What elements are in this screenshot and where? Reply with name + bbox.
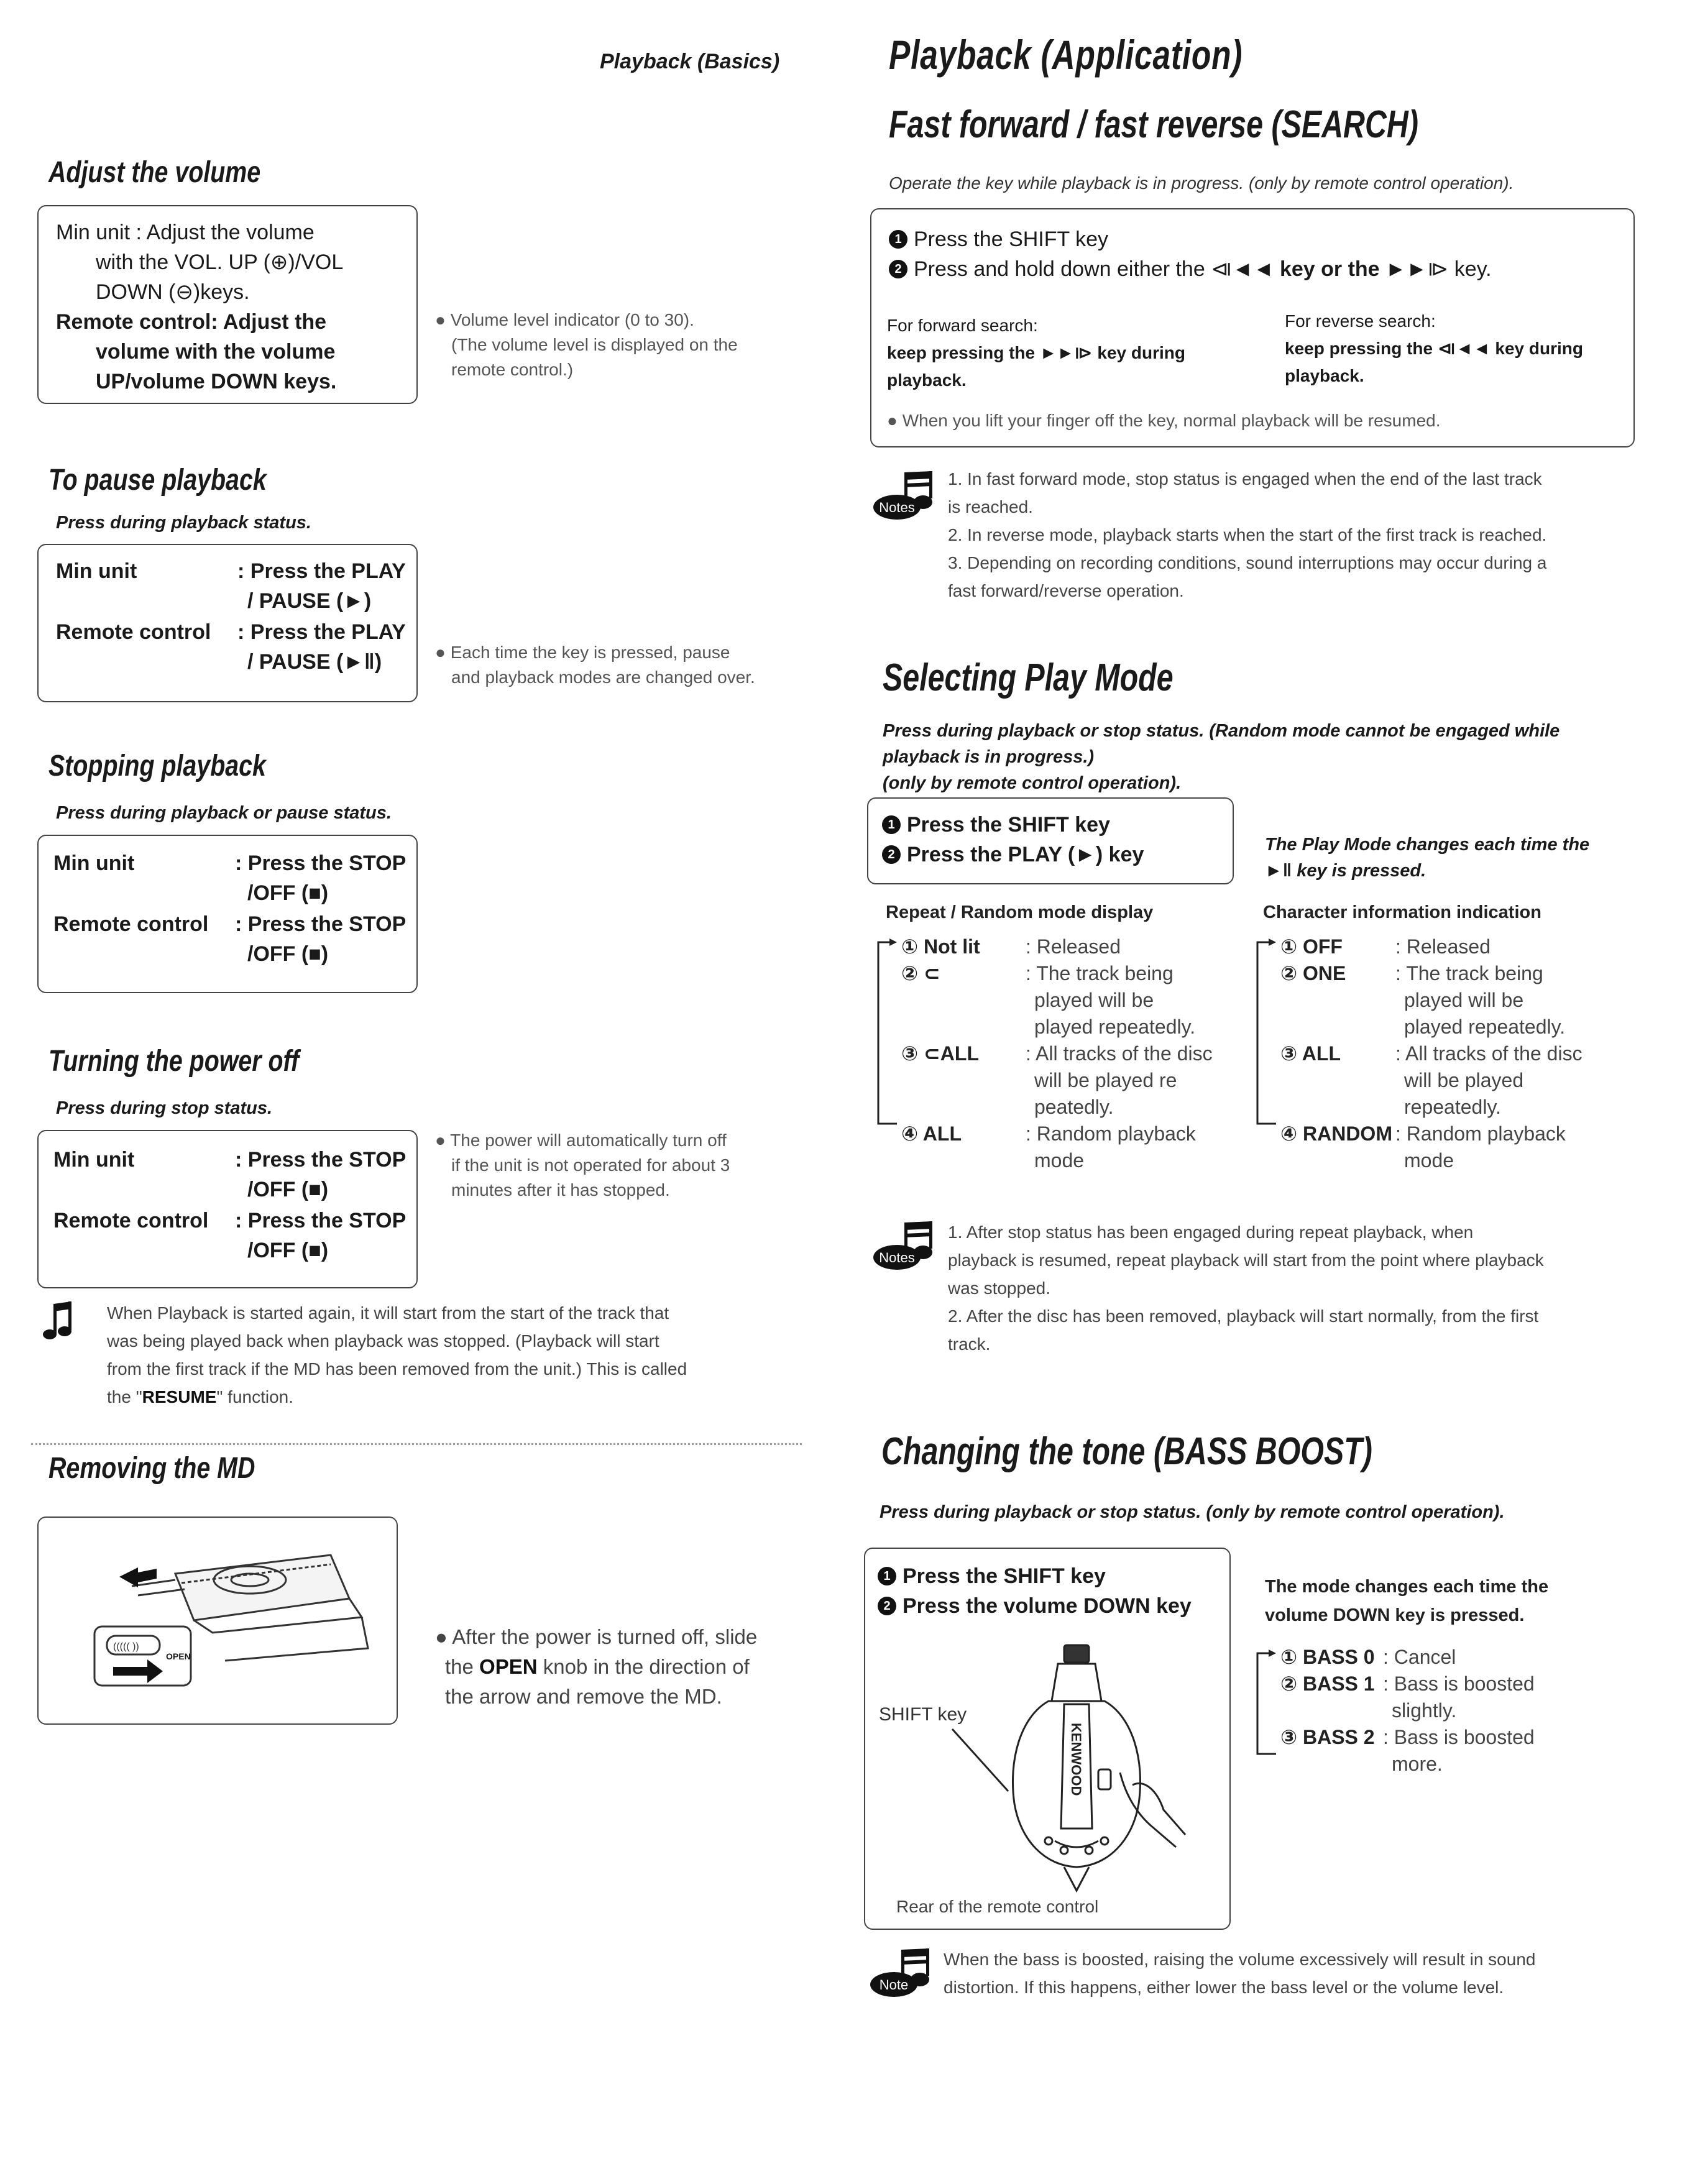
pause-row2-label: Remote control (56, 620, 211, 644)
mode-item-desc: : The track being (1395, 962, 1543, 984)
playmode-instruction (883, 718, 1559, 796)
mode-item-desc: : Bass is boosted (1383, 1672, 1535, 1695)
search-box (870, 208, 1635, 447)
bass-instruction: Press during playback or stop status. (only by remote control operation). (880, 1502, 1505, 1522)
search-notes (948, 465, 1546, 605)
power-box (37, 1130, 418, 1288)
repeat-cycle-bracket (873, 937, 898, 1130)
resume-keyword: RESUME (142, 1387, 217, 1406)
mode-item-key (1280, 1147, 1395, 1174)
mode-list-item (901, 960, 1213, 987)
mode-list-item (1280, 960, 1582, 987)
stop-row2-label: Remote control (53, 912, 209, 936)
mode-list-item (1280, 1121, 1582, 1147)
forward-search-text-2: playback. (887, 370, 967, 390)
mode-item-desc: peatedly. (1034, 1096, 1114, 1118)
mode-item-desc: played will be (1034, 989, 1154, 1011)
remove-bullet-2a: the (445, 1655, 480, 1678)
prev-key-icon: ⧏◄◄ (1211, 257, 1274, 281)
playmode-notes (948, 1218, 1544, 1358)
pause-instruction: Press during playback status. (56, 513, 311, 533)
remove-bullet-2b: knob in the direction of (537, 1655, 750, 1678)
step-2-icon: 2 (882, 845, 901, 864)
step-1-icon: 1 (882, 815, 901, 834)
bass-title: Changing the tone (BASS BOOST) (881, 1430, 1372, 1473)
open-keyword: OPEN (479, 1655, 538, 1678)
mode-item-key: ② BASS 1 (1280, 1672, 1375, 1695)
page-header-right: Playback (Application) (889, 32, 1243, 78)
mode-item-key: ② ONE (1280, 962, 1346, 984)
mode-item-desc: mode (1404, 1149, 1454, 1172)
remove-illustration-box (37, 1516, 398, 1725)
power-bullet-1: ● The power will automatically turn off (435, 1131, 727, 1150)
bass-step-2-text: Press the volume DOWN key (903, 1594, 1192, 1618)
remove-bullet-3: the arrow and remove the MD. (445, 1685, 722, 1708)
mode-item-key: ③ ⊂ALL (901, 1042, 979, 1065)
note-icon (870, 1948, 939, 1998)
stop-box (37, 835, 418, 993)
power-instruction: Press during stop status. (56, 1098, 273, 1118)
stop-row2-val2: /OFF (■) (247, 942, 329, 966)
power-bullet-2: if the unit is not operated for about 3 (451, 1155, 730, 1175)
volume-box (37, 205, 418, 404)
mode-item-key: ① Not lit (901, 935, 980, 958)
power-bullet (435, 1128, 730, 1203)
section-divider (31, 1443, 802, 1445)
step-1-icon: 1 (878, 1567, 896, 1585)
bass-step-1-text: Press the SHIFT key (903, 1564, 1106, 1588)
volume-bullet (435, 308, 738, 382)
playmode-side-2: ►‖ key is pressed. (1265, 861, 1426, 881)
mode-list-item (1280, 1147, 1582, 1174)
mode-item-desc: : Cancel (1383, 1646, 1456, 1668)
mode-item-desc: slightly. (1392, 1699, 1457, 1722)
mode-item-key: ② ⊂ (901, 962, 940, 984)
pause-box (37, 544, 418, 702)
stop-row1-val2: /OFF (■) (247, 881, 329, 905)
mode-item-desc: mode (1034, 1149, 1085, 1172)
bass-box (864, 1548, 1231, 1930)
mode-list-item (1280, 934, 1582, 960)
search-step-2-mid: key or the (1274, 257, 1386, 281)
mode-item-key (1280, 1014, 1395, 1040)
mode-item-key (1280, 1751, 1383, 1778)
bass-cycle-bracket (1252, 1648, 1277, 1760)
playmode-step-1-text: Press the SHIFT key (907, 813, 1110, 837)
mode-list-item (901, 1147, 1213, 1174)
bass-side-2: volume DOWN key is pressed. (1265, 1605, 1525, 1625)
mode-item-key (1280, 1697, 1383, 1724)
search-step-2 (889, 254, 1492, 284)
step-1-icon: 1 (889, 230, 907, 249)
mode-item-key (1280, 1094, 1395, 1121)
reverse-search (1285, 308, 1583, 390)
playmode-step-1 (882, 810, 1110, 840)
mode-item-key: ③ BASS 2 (1280, 1726, 1375, 1748)
mode-list-item (1280, 1697, 1535, 1724)
pause-row1-val: : Press the PLAY (237, 559, 406, 583)
mode-item-desc: : All tracks of the disc (1026, 1042, 1213, 1065)
mode-item-desc: more. (1392, 1753, 1443, 1775)
search-step-1 (889, 224, 1108, 254)
remote-caption: Rear of the remote control (896, 1897, 1099, 1916)
search-instruction: Operate the key while playback is in progress. (only by remote control operation). (889, 173, 1514, 193)
mode-item-desc: played will be (1404, 989, 1524, 1011)
step-2-icon: 2 (889, 260, 907, 278)
mode-item-desc: played repeatedly. (1034, 1016, 1196, 1038)
mode-item-key: ④ RANDOM (1280, 1122, 1392, 1145)
power-row2-val: : Press the STOP (235, 1209, 407, 1232)
mode-list-item (901, 1067, 1213, 1094)
playmode-instruction-3: (only by remote control operation). (883, 773, 1182, 793)
mode-item-desc: : Released (1395, 935, 1491, 958)
playmode-instruction-1: Press during playback or stop status. (Random mode cannot be engaged while (883, 721, 1560, 741)
power-row1-label: Min unit (53, 1148, 135, 1172)
search-note-3: 3. Depending on recording conditions, sound interruptions may occur during a (948, 553, 1547, 572)
resume-note-4b: " function. (216, 1387, 294, 1406)
mode-item-desc: : The track being (1026, 962, 1174, 984)
mode-list-item (1280, 1094, 1582, 1121)
remove-bullet (435, 1622, 757, 1712)
search-note-1: 1. In fast forward mode, stop status is engaged when the end of the last track (948, 469, 1542, 489)
forward-search-label: For forward search: (887, 316, 1038, 335)
bass-step-2 (878, 1591, 1192, 1621)
resume-note-1: When Playback is started again, it will start from the start of the track that (107, 1303, 669, 1323)
power-row2-label: Remote control (53, 1209, 209, 1232)
resume-note-4a: the " (107, 1387, 142, 1406)
bass-side-text (1265, 1572, 1548, 1630)
mode-list-item (1280, 1644, 1535, 1671)
stop-instruction: Press during playback or pause status. (56, 803, 392, 823)
mode-item-key (901, 1014, 1026, 1040)
mode-list-item (901, 1014, 1213, 1040)
mode-item-key: ③ ALL (1280, 1042, 1341, 1065)
reverse-search-text-1: keep pressing the ⧏◄◄ key during (1285, 339, 1583, 358)
shift-key-label: SHIFT key (879, 1704, 967, 1725)
mode-list-item (901, 1094, 1213, 1121)
mode-item-key: ④ ALL (901, 1122, 962, 1145)
remote-control-illustration (940, 1642, 1213, 1903)
char-cycle-bracket (1252, 937, 1277, 1130)
pause-title: To pause playback (48, 464, 267, 497)
playmode-note-2: 2. After the disc has been removed, playback will start normally, from the first (948, 1306, 1539, 1326)
mode-item-desc: played repeatedly. (1404, 1016, 1566, 1038)
playmode-note-1b: playback is resumed, repeat playback will start from the point where playback (948, 1250, 1544, 1270)
playmode-note-1: 1. After stop status has been engaged during repeat playback, when (948, 1223, 1474, 1242)
power-bullet-3: minutes after it has stopped. (451, 1180, 670, 1200)
stop-row2-val: : Press the STOP (235, 912, 407, 936)
playmode-side-text (1265, 832, 1589, 884)
search-title: Fast forward / fast reverse (SEARCH) (889, 103, 1418, 146)
char-title: Character information indication (1263, 902, 1541, 922)
stop-title: Stopping playback (48, 750, 266, 782)
bass-side-1: The mode changes each time the (1265, 1577, 1549, 1597)
playmode-note-2b: track. (948, 1334, 991, 1354)
playmode-steps-box (867, 797, 1234, 884)
mode-list-item (901, 1040, 1213, 1067)
next-key-icon: ►►⧐ (1385, 257, 1449, 281)
reverse-search-label: For reverse search: (1285, 311, 1436, 331)
notes-icon-label: Notes (879, 1250, 915, 1265)
char-list (1280, 934, 1582, 1174)
remove-bullet-1: ● After the power is turned off, slide (435, 1625, 758, 1648)
power-row2-val2: /OFF (■) (247, 1239, 329, 1262)
svg-text:((((( )): ((((( )) (113, 1641, 139, 1652)
search-note-2: 2. In reverse mode, playback starts when the start of the first track is reached. (948, 525, 1547, 544)
repeat-title: Repeat / Random mode display (886, 902, 1154, 922)
mode-list-item (901, 934, 1213, 960)
resume-note (107, 1299, 687, 1411)
volume-line-4: Remote control: Adjust the (56, 310, 327, 334)
forward-search-text-1: keep pressing the ►►⧐ key during (887, 343, 1185, 362)
pause-bullet (435, 640, 755, 690)
volume-line-3: DOWN (⊖)keys. (96, 280, 250, 304)
mode-list-item (1280, 1040, 1582, 1067)
mode-item-desc: : Released (1026, 935, 1121, 958)
stop-row1-val: : Press the STOP (235, 851, 407, 875)
resume-note-3: from the first track if the MD has been removed from the unit.) This is called (107, 1359, 687, 1379)
search-note-3b: fast forward/reverse operation. (948, 581, 1184, 600)
open-label: OPEN (166, 1651, 191, 1661)
volume-bullet-2: (The volume level is displayed on the (451, 335, 738, 354)
mode-list-item (1280, 987, 1582, 1014)
kenwood-logo: KENWOOD (1068, 1723, 1084, 1796)
pause-row2-val: : Press the PLAY (237, 620, 406, 644)
pause-bullet-2: and playback modes are changed over. (451, 668, 755, 687)
mode-list-item (901, 1121, 1213, 1147)
playmode-step-2 (882, 840, 1144, 869)
mode-item-key (901, 1094, 1026, 1121)
playmode-side-1: The Play Mode changes each time the (1265, 835, 1590, 855)
playmode-step-2-text: Press the PLAY (►) key (907, 843, 1144, 866)
playmode-instruction-2: playback is in progress.) (883, 747, 1095, 767)
volume-title: Adjust the volume (48, 156, 261, 189)
power-title: Turning the power off (48, 1045, 300, 1078)
mode-item-desc: : Bass is boosted (1383, 1726, 1535, 1748)
mode-item-key: ① OFF (1280, 935, 1343, 958)
stop-row1-label: Min unit (53, 851, 135, 875)
volume-line-1: Min unit : Adjust the volume (56, 221, 315, 244)
mode-item-desc: will be played re (1034, 1069, 1177, 1091)
pause-row1-label: Min unit (56, 559, 137, 583)
pause-row2-val2: / PAUSE (►‖) (247, 650, 382, 674)
volume-line-5: volume with the volume (96, 340, 336, 364)
volume-bullet-3: remote control.) (451, 360, 574, 379)
forward-search (887, 312, 1185, 394)
notes-icon (873, 471, 942, 521)
playmode-note-1c: was stopped. (948, 1278, 1050, 1298)
power-row1-val2: /OFF (■) (247, 1178, 329, 1201)
mode-item-desc: repeatedly. (1404, 1096, 1501, 1118)
mode-item-desc: : All tracks of the disc (1395, 1042, 1582, 1065)
notes-icon (873, 1221, 942, 1271)
mode-list-item (1280, 1671, 1535, 1697)
search-step-2-post: key. (1448, 257, 1492, 281)
mode-item-desc: will be played (1404, 1069, 1524, 1091)
md-removal-illustration (39, 1518, 397, 1723)
pause-row1-val2: / PAUSE (►) (247, 589, 372, 613)
bass-note (944, 1945, 1535, 2001)
bass-note-1: When the bass is boosted, raising the volume excessively will result in sound (944, 1950, 1536, 1969)
search-step-2-pre: Press and hold down either the (914, 257, 1211, 281)
mode-item-key (901, 987, 1026, 1014)
mode-item-key (901, 1147, 1026, 1174)
volume-line-6: UP/volume DOWN keys. (96, 370, 337, 393)
bass-note-2: distortion. If this happens, either lower the bass level or the volume level. (944, 1978, 1504, 1997)
step-2-icon: 2 (878, 1597, 896, 1615)
mode-item-key (901, 1067, 1026, 1094)
playmode-title: Selecting Play Mode (883, 656, 1174, 699)
mode-item-desc: : Random playback (1026, 1122, 1196, 1145)
search-note-1b: is reached. (948, 497, 1033, 516)
mode-list-item (901, 987, 1213, 1014)
mode-list-item (1280, 1751, 1535, 1778)
mode-list-item (1280, 1724, 1535, 1751)
resume-note-2: was being played back when playback was stopped. (Playback will start (107, 1331, 659, 1351)
music-note-icon (41, 1300, 78, 1344)
repeat-list (901, 934, 1213, 1174)
mode-item-key (1280, 1067, 1395, 1094)
pause-bullet-1: ● Each time the key is pressed, pause (435, 643, 730, 662)
mode-list-item (1280, 1067, 1582, 1094)
bass-list (1280, 1644, 1535, 1778)
search-step-1-text: Press the SHIFT key (914, 227, 1109, 251)
mode-item-key (1280, 987, 1395, 1014)
volume-bullet-1: ● Volume level indicator (0 to 30). (435, 310, 694, 329)
mode-item-desc: : Random playback (1395, 1122, 1566, 1145)
bass-step-1 (878, 1561, 1106, 1591)
notes-icon-label: Notes (879, 500, 915, 515)
volume-line-2: with the VOL. UP (⊕)/VOL (96, 250, 344, 274)
page-header-left: Playback (Basics) (600, 50, 780, 73)
note-icon-label: Note (879, 1977, 909, 1993)
mode-list-item (1280, 1014, 1582, 1040)
remove-title: Removing the MD (48, 1452, 255, 1485)
mode-item-key: ① BASS 0 (1280, 1646, 1375, 1668)
search-bullet: ● When you lift your finger off the key, normal playback will be resumed. (887, 411, 1441, 430)
reverse-search-text-2: playback. (1285, 366, 1364, 385)
power-row1-val: : Press the STOP (235, 1148, 407, 1172)
